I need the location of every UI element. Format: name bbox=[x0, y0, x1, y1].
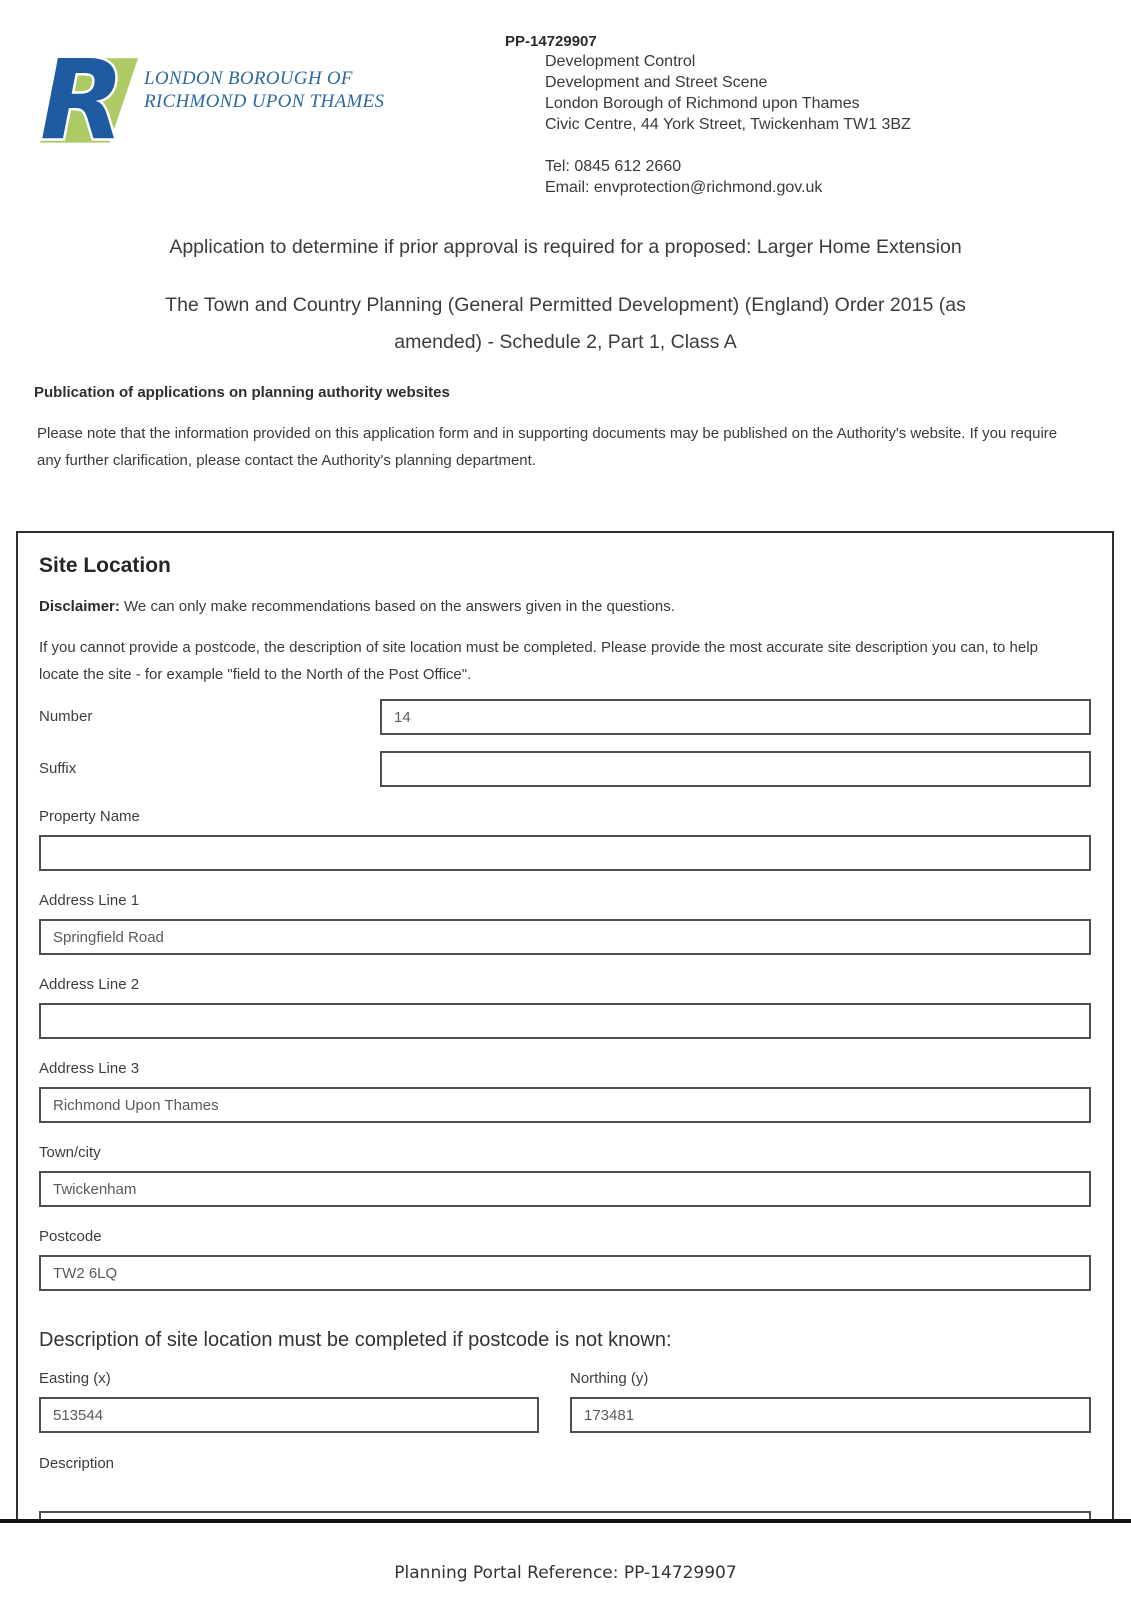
address-line-3-label: Address Line 3 bbox=[39, 1060, 140, 1077]
number-input[interactable] bbox=[380, 699, 1091, 735]
suffix-input[interactable] bbox=[380, 751, 1091, 787]
phone-line: Tel: 0845 612 2660 bbox=[545, 158, 682, 175]
coordinates-row bbox=[39, 1369, 1091, 1433]
page-break-divider bbox=[0, 1519, 1131, 1523]
dept-line: Development Control bbox=[545, 53, 696, 70]
northing-label: Northing (y) bbox=[570, 1370, 649, 1387]
site-location-section bbox=[16, 531, 1114, 1519]
address-line-1-field-row bbox=[39, 891, 1091, 955]
description-label: Description bbox=[39, 1455, 115, 1472]
publication-heading: Publication of applications on planning authority websites bbox=[34, 384, 450, 401]
publication-body: Please note that the information provided on this application form and in supporting documents may be published on the Authority's website. If you require any further clarification, please contact the Authority's planning department. bbox=[37, 425, 1058, 469]
planning-portal-reference: Planning Portal Reference: PP-14729907 bbox=[394, 1563, 737, 1583]
logo-wordmark bbox=[144, 67, 384, 198]
address-line-3-field-row bbox=[39, 1059, 1091, 1123]
council-logo bbox=[38, 33, 468, 198]
description-input[interactable] bbox=[39, 1511, 1091, 1519]
application-title: Application to determine if prior approval is required for a proposed: Larger Home Extension bbox=[169, 236, 962, 258]
town-city-label: Town/city bbox=[39, 1144, 101, 1161]
northing-field bbox=[570, 1369, 1091, 1433]
logo-wordmark-line2: RICHMOND UPON THAMES bbox=[144, 91, 385, 112]
logo-wordmark-line1: LONDON BOROUGH OF bbox=[144, 68, 353, 89]
richmond-logo-icon bbox=[38, 50, 140, 145]
postcode-input[interactable] bbox=[39, 1255, 1091, 1291]
property-name-input[interactable] bbox=[39, 835, 1091, 871]
site-location-intro: If you cannot provide a postcode, the description of site location must be completed. Please provide the most accurate site description you can, to help locate the site - for example "field to the North of the Post Office". bbox=[39, 639, 1038, 683]
address-line-1-input[interactable] bbox=[39, 919, 1091, 955]
legislation-subtitle-line2: amended) - Schedule 2, Part 1, Class A bbox=[394, 331, 737, 353]
disclaimer-body: We can only make recommendations based on the answers given in the questions. bbox=[119, 598, 675, 615]
address-line-2-input[interactable] bbox=[39, 1003, 1091, 1039]
easting-input[interactable] bbox=[39, 1397, 539, 1433]
northing-input[interactable] bbox=[570, 1397, 1091, 1433]
email-line: Email: envprotection@richmond.gov.uk bbox=[545, 179, 823, 196]
dept-line: Development and Street Scene bbox=[545, 74, 768, 91]
disclaimer-text bbox=[39, 597, 1091, 617]
town-city-field-row bbox=[39, 1143, 1091, 1207]
dept-line: Civic Centre, 44 York Street, Twickenham TW1 3BZ bbox=[545, 116, 911, 133]
address-line-2-label: Address Line 2 bbox=[39, 976, 140, 993]
description-field-row bbox=[39, 1454, 1091, 1519]
legislation-subtitle-line1: The Town and Country Planning (General Permitted Development) (England) Order 2015 (as bbox=[165, 294, 966, 316]
logo-letter: R bbox=[39, 50, 125, 145]
easting-field bbox=[39, 1369, 539, 1433]
dept-line: London Borough of Richmond upon Thames bbox=[545, 95, 860, 112]
property-name-label: Property Name bbox=[39, 808, 140, 825]
town-city-input[interactable] bbox=[39, 1171, 1091, 1207]
number-field-row bbox=[39, 699, 1091, 735]
number-label: Number bbox=[39, 708, 93, 725]
suffix-field-row bbox=[39, 751, 1091, 787]
legislation-subtitle bbox=[0, 287, 1131, 361]
address-line-2-field-row bbox=[39, 975, 1091, 1039]
suffix-label: Suffix bbox=[39, 760, 77, 777]
postcode-label: Postcode bbox=[39, 1228, 102, 1245]
authority-address-block bbox=[505, 33, 911, 198]
address-line-1-label: Address Line 1 bbox=[39, 892, 140, 909]
spacer bbox=[545, 135, 911, 156]
property-name-field-row bbox=[39, 807, 1091, 871]
page-header bbox=[0, 0, 1131, 198]
easting-label: Easting (x) bbox=[39, 1370, 111, 1387]
description-requirement-heading: Description of site location must be completed if postcode is not known: bbox=[39, 1329, 672, 1351]
site-location-heading: Site Location bbox=[39, 554, 171, 577]
disclaimer-label: Disclaimer: bbox=[39, 598, 120, 615]
address-line-3-input[interactable] bbox=[39, 1087, 1091, 1123]
reference-number: PP-14729907 bbox=[505, 33, 597, 50]
postcode-field-row bbox=[39, 1227, 1091, 1291]
